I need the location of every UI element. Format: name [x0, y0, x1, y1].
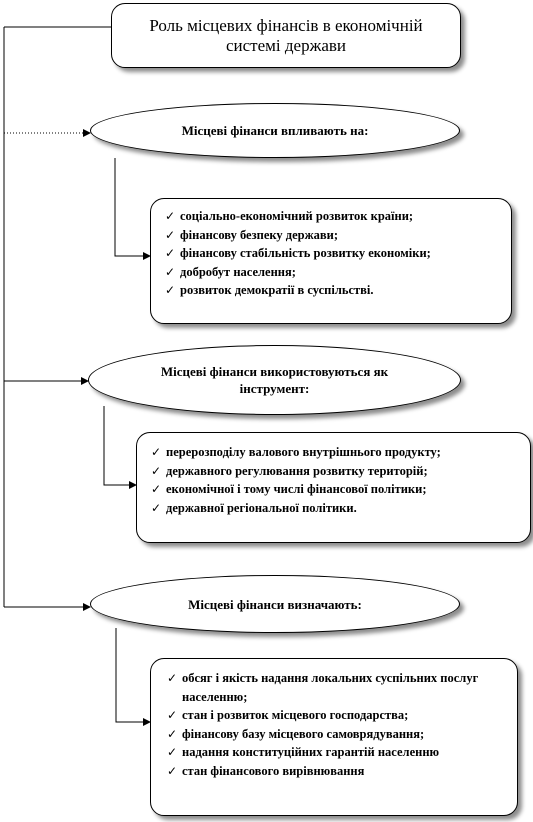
arrow-to-list-3 — [116, 628, 150, 722]
ellipse-influence — [90, 103, 460, 158]
list-item: ✓ державної регіональної політики. — [151, 499, 522, 518]
ellipse-determine — [90, 575, 460, 633]
ellipse-instrument — [88, 345, 461, 415]
list-item: ✓ економічної і тому числі фінансової політики; — [151, 480, 522, 499]
list-box-instrument — [136, 432, 531, 543]
list-item: ✓ надання конституційних гарантій населенню — [167, 743, 509, 762]
ellipse-determine-text: Місцеві фінанси визначають: — [188, 596, 362, 612]
title-text: Роль місцевих фінансів в економічній системі держави — [149, 15, 423, 55]
list-item: ✓ стан і розвиток місцевого господарства; — [167, 706, 509, 725]
list-item: ✓ перерозподілу валового внутрішнього продукту; — [151, 443, 522, 462]
list-item: ✓ соціально-економічний розвиток країни; — [165, 207, 503, 226]
arrow-to-list-1 — [115, 158, 150, 256]
list-item: ✓ фінансову стабільність розвитку економіки; — [165, 244, 503, 263]
arrow-to-list-2 — [104, 406, 136, 485]
list-item: ✓ добробут населення; — [165, 263, 503, 282]
list-item: ✓ державного регулювання розвитку територій; — [151, 462, 522, 481]
ellipse-instrument-text: Місцеві фінанси використовуються як інструмент: — [160, 364, 389, 396]
list-item: ✓ фінансову безпеку держави; — [165, 226, 503, 245]
title-box — [111, 3, 461, 68]
list-item: ✓ стан фінансового вирівнювання — [167, 762, 509, 781]
list-item: ✓ розвиток демократії в суспільстві. — [165, 281, 503, 300]
list-item: ✓ обсяг і якість надання локальних суспільних послуг населенню; — [167, 669, 509, 706]
list-box-determine — [150, 658, 518, 816]
ellipse-influence-text: Місцеві фінанси впливають на: — [181, 123, 369, 138]
list-item: ✓ фінансову базу місцевого самоврядування; — [167, 725, 509, 744]
list-box-influence — [150, 198, 512, 324]
